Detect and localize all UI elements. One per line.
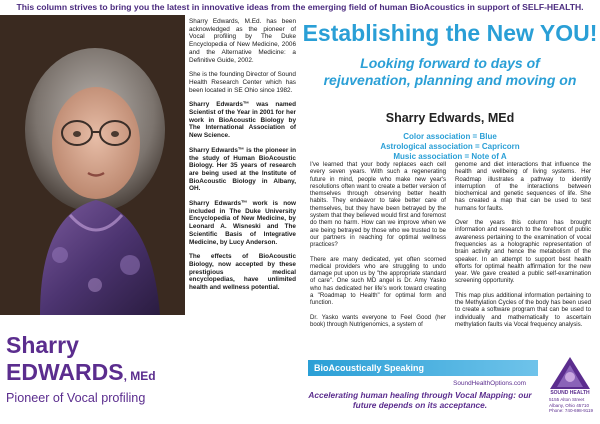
astrological-association: Astrological association = Capricorn [380,142,520,151]
tagline: Accelerating human healing through Vocal Mapping: our future depends on its acceptance. [308,390,532,410]
author-last-name: EDWARDS [6,359,124,385]
article-paragraph: Over the years this column has brought information and research to the forefront of public awareness pertaining to the examination of vocal frequencies as a holographic representation of brain activity and hence the metabolism of the speaker. In an attempt to support best health efforts for optimal health affirmation for the new year. We gave created a public self-examination screening opportunity. [455,219,591,285]
address-phone: Phone: 740-698-9119 [549,408,594,414]
author-first-name: Sharry [6,332,79,358]
bio-paragraph-3: Sharry Edwards™ was named Scientist of the Year in 2001 for her work in BioAcoustic Biology by The International Association of New Science. [189,101,296,140]
sound-health-logo-icon [546,355,594,391]
bio-paragraph-2: She is the founding Director of Sound Health Research Center which has been located in SE Ohio since 1982. [189,71,296,94]
bio-paragraph-6: The effects of BioAcoustic Biology, now accepted by these prestigious medical encyclopedias, have unlimited health and wellness potential. [189,253,296,292]
article-column-1 [310,161,446,335]
contact-address [549,397,599,414]
address-city: Albany, Ohio 45710 [549,402,590,408]
portrait-illustration [0,15,185,315]
left-page [0,15,300,424]
bio-paragraph-4: Sharry Edwards™ is the pioneer in the study of Human BioAcoustic Biology. Her 35 years of research are being used at the Institute of BioAcoustic Biology in Albany, OH. [189,146,296,193]
website-link[interactable]: SoundHealthOptions.com [453,380,526,387]
address-street: 5155 Alton Street [549,397,585,402]
author-last-name-line [6,360,191,388]
associations [300,132,600,162]
author-degree: , MEd [123,369,156,383]
bio-column [189,18,296,299]
article-paragraph: This map plus additional information pertaining to the Methylation Cycles of the body has been used to create a software program that can be used to individually and mathematically to ascertain methylation faults via Vocal frequency analysis. [455,291,591,328]
article-author: Sharry Edwards, MEd [385,111,515,125]
author-role: Pioneer of Vocal profiling [6,391,146,405]
top-banner: This column strives to bring you the latest in innovative ideas from the emerging field of human BioAcoustics in support of SELF-HEALTH. [16,2,584,12]
bio-paragraph-1: Sharry Edwards, M.Ed. has been acknowledged as the pioneer of Vocal profiling by The Duke Encyclopedia of New Medicine, 2006 and the Alternative Medicine: a Definitive Guide, 2002. [189,18,296,64]
bio-paragraph-5: Sharry Edwards™ work is now included in The Duke University Encyclopedia of New Medicine, by Leonard A. Wisneski and The Scientific Basis of Integrative Medicine, by Lucy Anderson. [189,200,296,246]
column-name-bar: BioAcoustically Speaking [308,360,538,376]
author-name-block [6,333,191,406]
color-association: Color association = Blue [403,132,497,141]
music-association: Music association = Note of A [393,152,507,161]
article-paragraph: Dr. Yasko wants everyone to Feel Good (her book) through Nutrigenomics, a system of [310,313,446,328]
logo-label: SOUND HEALTH [550,390,590,396]
article-paragraph: genome and diet interactions that influence the health and wellbeing of living systems. Her Roadmap illustrates a pathway to identify interruption of the interactions between biochemical and genetic sequences of life. She has created a map that can be used to test humans for faults. [455,161,591,212]
right-page [300,15,600,424]
article-paragraph: I've learned that your body replaces each cell every seven years. With such a regenerating future in mind, people who make new year's resolutions often want to create a better version of themselves through observing better health habits. They endeavor to take better care of themselves, but they have been betrayed by the system that they believed would first and foremost do them no harm. How can we improve when we are being betrayed by those who we trusted to be our partners in reaching for optimal wellness practices? [310,161,446,249]
article-column-2 [455,161,591,335]
article-paragraph: There are many dedicated, yet often scorned medical providers who are struggling to undo damage put upon us by "the appropriate standard of care". One such MD angel is Dr. Amy Yasko who has dedicated her life's work toward creating a "Roadmap to Health" for optimal form and function. [310,255,446,307]
article-title: Establishing the New YOU! [302,20,598,46]
author-portrait [0,15,185,315]
article-subtitle: Looking forward to days of rejuvenation, planning and moving on [323,55,577,88]
